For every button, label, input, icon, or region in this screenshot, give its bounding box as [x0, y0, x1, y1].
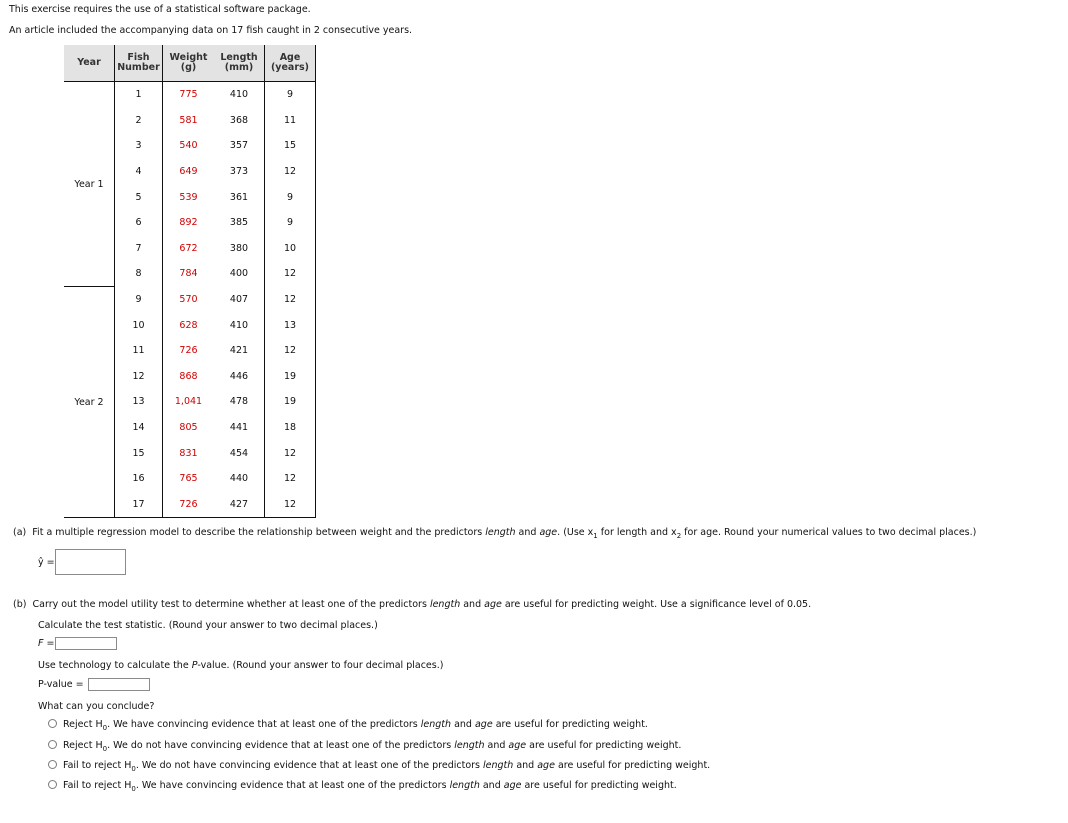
table-row — [64, 287, 316, 313]
weight-cell: 784 — [179, 268, 198, 280]
age-cell: 12 — [265, 159, 316, 185]
year-group-label: Year 2 — [64, 287, 115, 518]
header-length: Length (mm) — [214, 45, 265, 82]
pvalue-input[interactable] — [88, 678, 150, 691]
weight-cell: 726 — [163, 492, 215, 518]
intro-text: This exercise requires the use of a statistical software package. — [9, 4, 311, 15]
fish-number-cell: 17 — [115, 492, 163, 518]
header-year: Year — [64, 45, 115, 82]
conclusion-option[interactable]: Fail to reject $H_0$. We do not have convincing evidence that at least one of the predictors length and age are useful for predicting weight. — [48, 760, 710, 773]
age-cell: 12 — [265, 466, 316, 492]
fish-number-cell: 2 — [115, 108, 163, 134]
calc-statistic-text: Calculate the test statistic. (Round your answer to two decimal places.) — [38, 620, 378, 631]
part-b-question: (b) Carry out the model utility test to determine whether at least one of the predictors length and age are useful for predicting weight. Use a significance level of 0.05. — [13, 599, 812, 610]
length-cell: 400 — [229, 268, 249, 280]
conclusion-option[interactable]: Reject $H_0$. We have convincing evidence that at least one of the predictors length and age are useful for predicting weight. — [48, 719, 648, 732]
length-cell: 361 — [229, 191, 249, 203]
age-cell: 15 — [265, 133, 316, 159]
pvalue-label: P-value = — [38, 679, 84, 690]
weight-cell: 649 — [179, 166, 198, 178]
conclusion-question: What can you conclude? — [38, 701, 155, 712]
weight-cell: 805 — [179, 422, 198, 434]
fish-number-cell: 6 — [115, 210, 163, 236]
weight-cell: 892 — [179, 217, 198, 229]
fish-number-cell: 14 — [115, 415, 163, 441]
length-cell: 407 — [229, 294, 249, 306]
length-cell: 368 — [229, 114, 249, 126]
age-cell: 10 — [265, 236, 316, 262]
length-cell: 373 — [229, 166, 249, 178]
weight-cell: 570 — [179, 294, 198, 306]
age-cell: 9 — [265, 82, 316, 108]
radio-button[interactable] — [48, 780, 57, 789]
length-cell: 380 — [229, 242, 249, 254]
radio-button[interactable] — [48, 719, 57, 728]
fish-number-cell: 3 — [115, 133, 163, 159]
fish-number-cell: 11 — [115, 338, 163, 364]
weight-cell: 765 — [179, 473, 198, 485]
year-group-label: Year 1 — [64, 82, 115, 287]
age-cell: 9 — [265, 184, 316, 210]
age-cell: 12 — [265, 261, 316, 287]
age-cell: 12 — [265, 338, 316, 364]
fish-number-cell: 1 — [115, 82, 163, 108]
age-cell: 9 — [265, 210, 316, 236]
age-cell: 12 — [265, 287, 316, 313]
fish-number-cell: 5 — [115, 184, 163, 210]
length-cell: 410 — [229, 89, 249, 101]
table-body — [64, 82, 316, 518]
length-cell: 427 — [214, 492, 265, 518]
radio-button[interactable] — [48, 740, 57, 749]
yhat-input[interactable] — [55, 549, 126, 575]
part-a-question: (a) Fit a multiple regression model to describe the relationship between weight and the predictors length and age. (Use $x_1$ for length and $x_2$ for age. Round your numerical values to two decimal places.) — [13, 527, 977, 540]
fish-number-cell: 10 — [115, 312, 163, 338]
f-statistic-input[interactable] — [55, 637, 117, 650]
length-cell: 385 — [229, 217, 249, 229]
age-cell: 11 — [265, 108, 316, 134]
fish-number-cell: 8 — [115, 261, 163, 287]
length-cell: 421 — [229, 345, 249, 357]
fish-number-cell: 16 — [115, 466, 163, 492]
fish-number-cell: 15 — [115, 440, 163, 466]
age-cell: 12 — [265, 440, 316, 466]
weight-cell: 672 — [179, 242, 198, 254]
header-fish-number: Fish Number — [115, 45, 163, 82]
header-age: Age (years) — [265, 45, 316, 82]
length-cell: 440 — [229, 473, 249, 485]
table-row — [64, 82, 316, 108]
weight-cell: 831 — [179, 447, 198, 459]
weight-cell: 868 — [179, 370, 198, 382]
weight-cell: 1,041 — [174, 396, 203, 408]
fish-number-cell: 12 — [115, 364, 163, 390]
length-cell: 357 — [229, 140, 249, 152]
fish-number-cell: 13 — [115, 389, 163, 415]
weight-cell: 581 — [179, 114, 198, 126]
length-cell: 478 — [229, 396, 249, 408]
pvalue-instruction: Use technology to calculate the P-value. (Round your answer to four decimal places.) — [38, 660, 444, 671]
age-cell: 13 — [265, 312, 316, 338]
length-cell: 446 — [229, 370, 249, 382]
length-cell: 441 — [229, 422, 249, 434]
header-weight: Weight (g) — [163, 45, 215, 82]
conclusion-option[interactable]: Fail to reject $H_0$. We have convincing evidence that at least one of the predictors length and age are useful for predicting weight. — [48, 780, 677, 793]
f-label: F = — [38, 638, 55, 649]
weight-cell: 775 — [179, 89, 198, 101]
fish-number-cell: 9 — [115, 287, 163, 313]
conclusion-option[interactable]: Reject $H_0$. We do not have convincing evidence that at least one of the predictors length and age are useful for predicting weight. — [48, 740, 681, 753]
radio-button[interactable] — [48, 760, 57, 769]
fish-number-cell: 7 — [115, 236, 163, 262]
fish-data-table — [64, 45, 316, 518]
table-header-row — [64, 45, 316, 82]
weight-cell: 540 — [179, 140, 198, 152]
age-cell: 19 — [265, 389, 316, 415]
yhat-label: ŷ = — [38, 557, 55, 568]
age-cell: 12 — [265, 492, 316, 518]
weight-cell: 726 — [179, 345, 198, 357]
length-cell: 454 — [229, 447, 249, 459]
fish-number-cell: 4 — [115, 159, 163, 185]
weight-cell: 539 — [179, 191, 198, 203]
weight-cell: 628 — [179, 319, 198, 331]
age-cell: 19 — [265, 364, 316, 390]
age-cell: 18 — [265, 415, 316, 441]
intro-data-description: An article included the accompanying data on 17 fish caught in 2 consecutive years. — [9, 25, 413, 36]
length-cell: 410 — [229, 319, 249, 331]
